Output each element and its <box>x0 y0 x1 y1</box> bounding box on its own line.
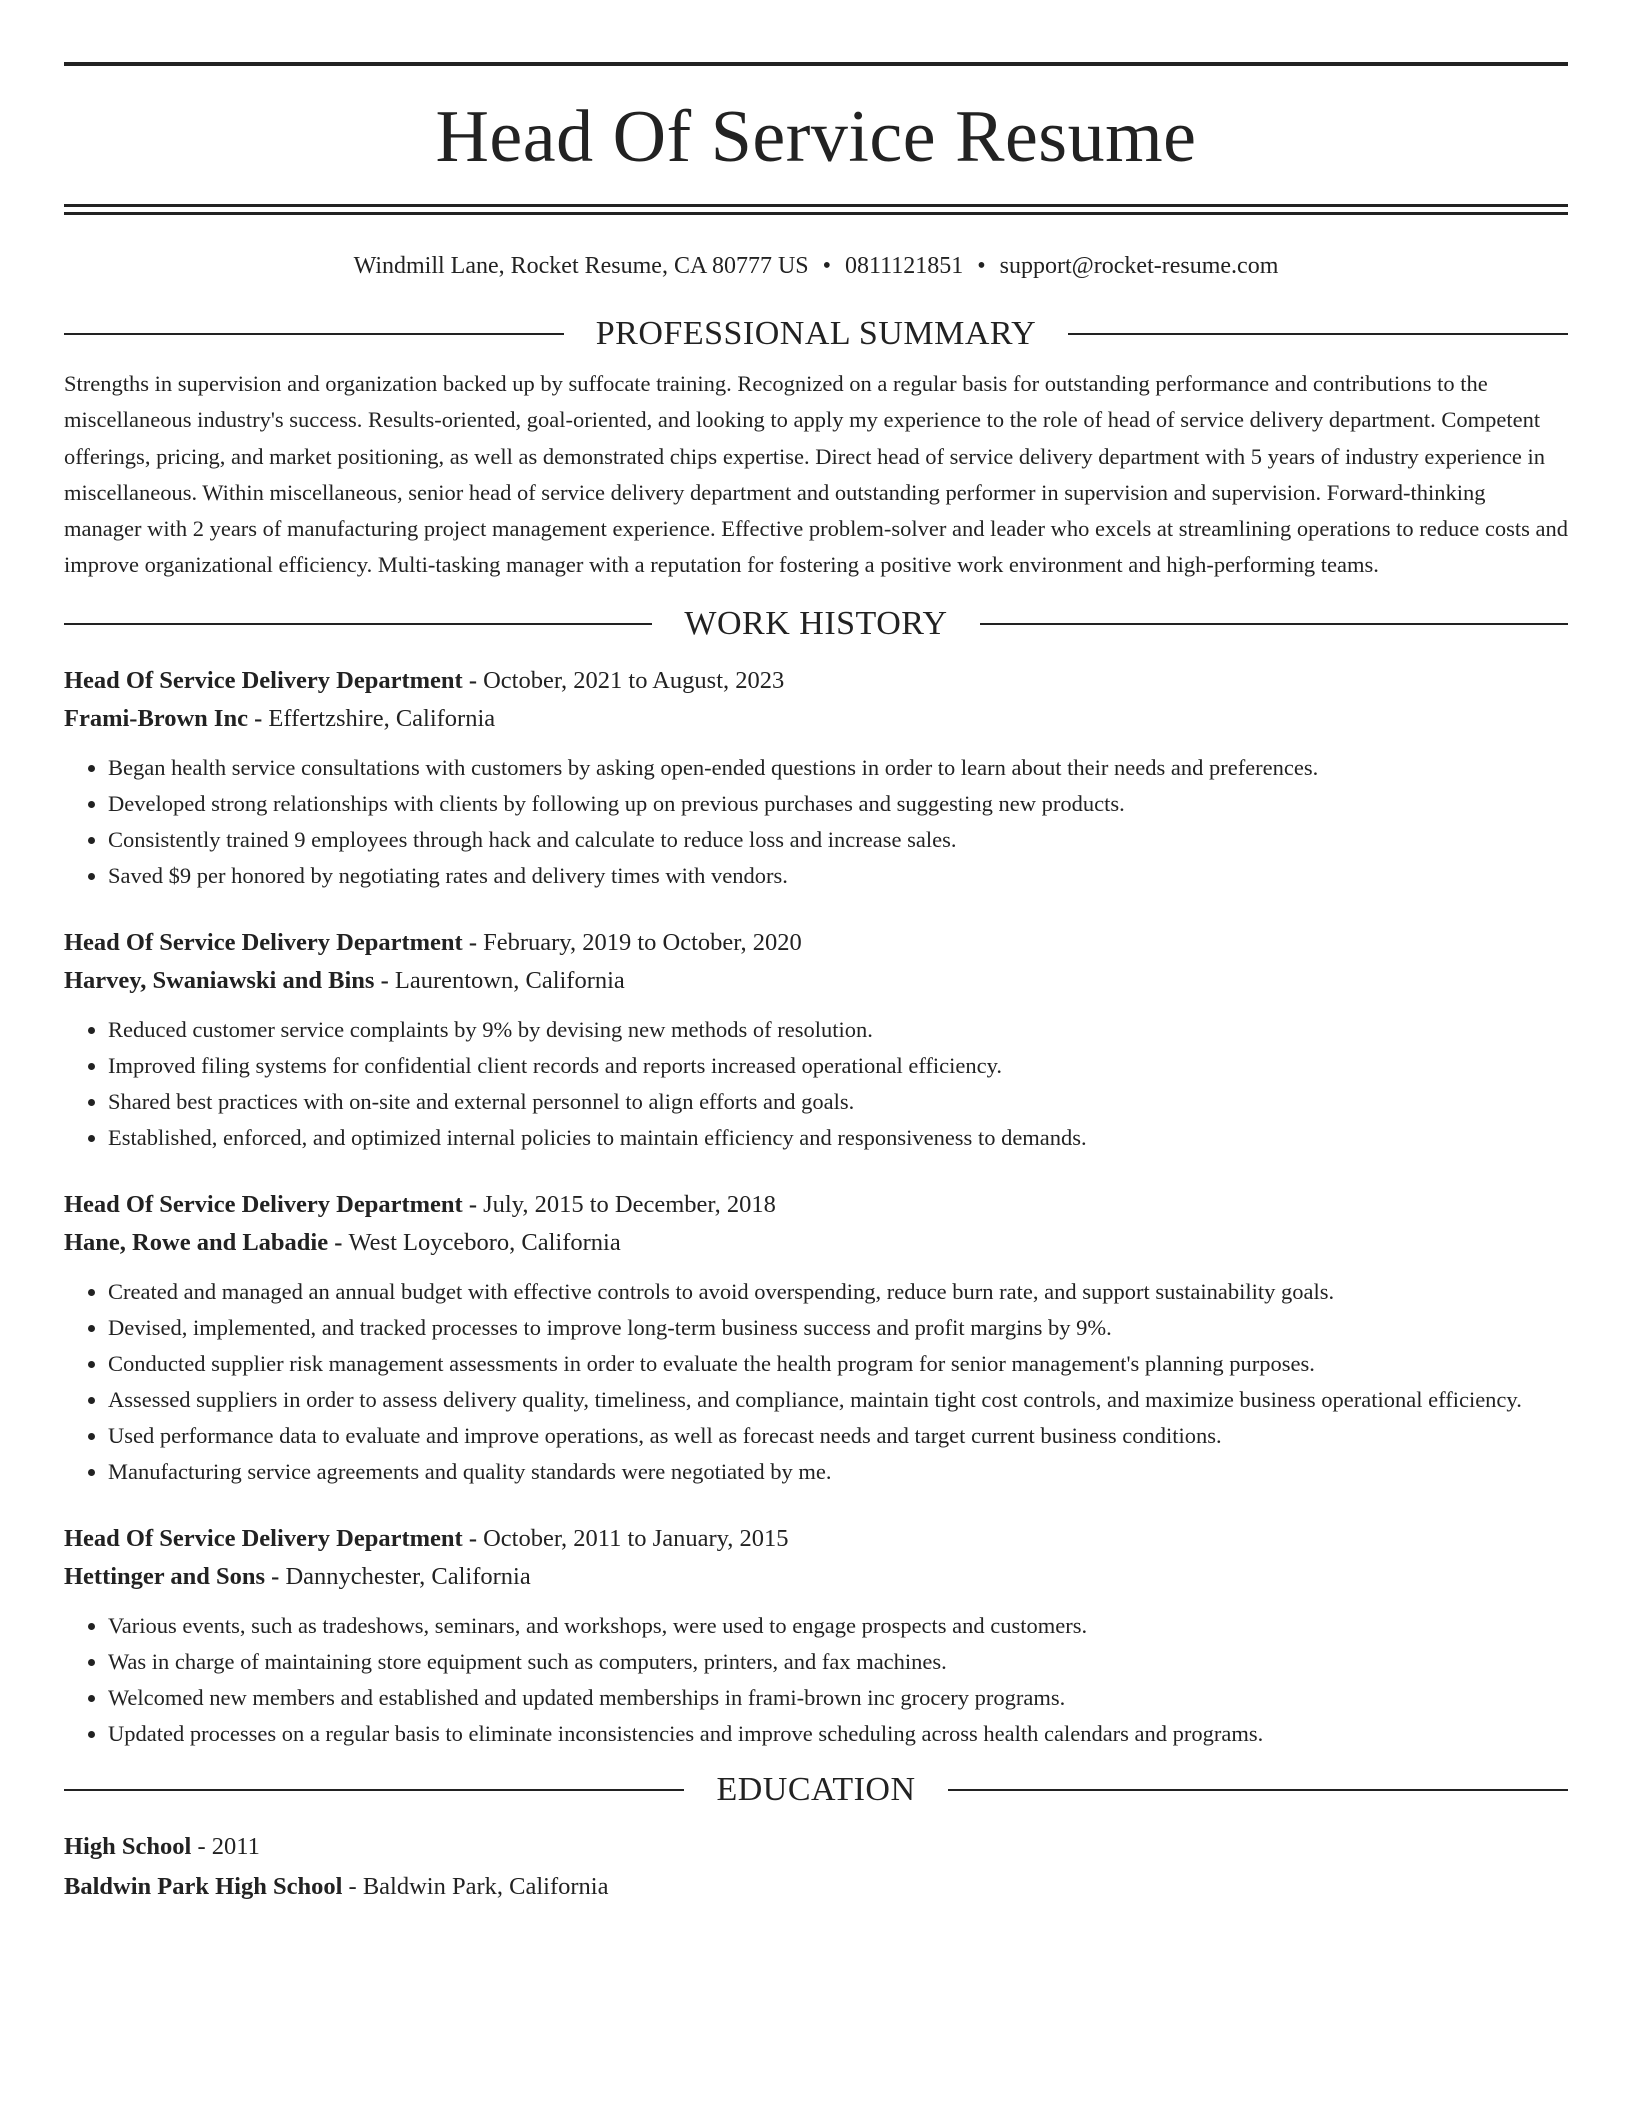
education-degree: High School <box>64 1832 192 1860</box>
job-title-line: Head Of Service Delivery Department - October, 2021 to August, 2023 <box>64 666 785 694</box>
list-item: • Updated processes on a regular basis to eliminate inconsistencies and improve scheduling across health calendars and programs. <box>108 1716 1568 1752</box>
list-item: • Conducted supplier risk management assessments in order to evaluate the health program for senior management's planning purposes. <box>108 1346 1568 1382</box>
list-item: • Used performance data to evaluate and improve operations, as well as forecast needs and target current business conditions. <box>108 1418 1568 1454</box>
contact-phone: 0811121851 <box>845 253 964 279</box>
heading-rule-left <box>64 333 564 335</box>
job-title: Head Of Service Delivery Department <box>64 666 463 694</box>
job-dates: February, 2019 to October, 2020 <box>483 928 802 956</box>
job-title-line: Head Of Service Delivery Department - February, 2019 to October, 2020 <box>64 928 802 956</box>
summary-heading-label: PROFESSIONAL SUMMARY <box>595 315 1037 352</box>
job-location: Dannychester, California <box>285 1562 531 1590</box>
work-history-heading <box>64 604 1568 644</box>
education-entry <box>64 1828 1568 1906</box>
summary-heading <box>64 314 1568 354</box>
list-item: • Welcomed new members and established and updated memberships in frami-brown inc grocery programs. <box>108 1680 1568 1716</box>
job-dates: July, 2015 to December, 2018 <box>483 1190 776 1218</box>
list-item: • Reduced customer service complaints by 9% by devising new methods of resolution. <box>108 1012 1568 1048</box>
list-item: • Shared best practices with on-site and external personnel to align efforts and goals. <box>108 1084 1568 1120</box>
job-title: Head Of Service Delivery Department <box>64 1190 463 1218</box>
education-degree-line: High School - 2011 <box>64 1832 260 1860</box>
list-item: • Consistently trained 9 employees through hack and calculate to reduce loss and increase sales. <box>108 822 1568 858</box>
job-company: Hane, Rowe and Labadie <box>64 1228 329 1256</box>
list-item: • Began health service consultations with customers by asking open-ended questions in order to learn about their needs and preferences. <box>108 750 1568 786</box>
list-item: • Manufacturing service agreements and quality standards were negotiated by me. <box>108 1454 1568 1490</box>
job-company-line: Frami-Brown Inc - Effertzshire, California <box>64 704 496 732</box>
list-item: • Established, enforced, and optimized internal policies to maintain efficiency and responsiveness to demands. <box>108 1120 1568 1156</box>
work-history-heading-label: WORK HISTORY <box>684 604 948 642</box>
heading-rule-left <box>64 1789 684 1791</box>
job-title: Head Of Service Delivery Department <box>64 928 463 956</box>
list-item: • Assessed suppliers in order to assess delivery quality, timeliness, and compliance, maintain tight cost controls, and maximize business operational efficiency. <box>108 1382 1568 1418</box>
education-location: Baldwin Park, California <box>362 1872 609 1900</box>
job-company-line: Hettinger and Sons - Dannychester, California <box>64 1562 531 1590</box>
list-item: • Saved $9 per honored by negotiating rates and delivery times with vendors. <box>108 858 1568 894</box>
heading-rule-right <box>1068 333 1568 335</box>
job-dates: October, 2011 to January, 2015 <box>483 1524 789 1552</box>
job-dates: October, 2021 to August, 2023 <box>483 666 785 694</box>
job-location: Laurentown, California <box>394 966 625 994</box>
job-entry <box>64 924 1568 1156</box>
list-item: • Various events, such as tradeshows, seminars, and workshops, were used to engage prospects and customers. <box>108 1608 1568 1644</box>
job-title-line: Head Of Service Delivery Department - July, 2015 to December, 2018 <box>64 1190 776 1218</box>
job-location: West Loyceboro, California <box>348 1228 621 1256</box>
education-year: 2011 <box>211 1832 260 1860</box>
heading-rule-left <box>64 623 652 625</box>
job-bullets <box>64 1012 1568 1156</box>
list-item: • Created and managed an annual budget with effective controls to avoid overspending, reduce burn rate, and support sustainability goals. <box>108 1274 1568 1310</box>
list-item: • Was in charge of maintaining store equipment such as computers, printers, and fax machines. <box>108 1644 1568 1680</box>
contact-separator: • <box>977 253 986 279</box>
list-item: • Devised, implemented, and tracked processes to improve long-term business success and profit margins by 9%. <box>108 1310 1568 1346</box>
job-bullets <box>64 750 1568 894</box>
contact-separator: • <box>822 253 832 279</box>
job-company: Frami-Brown Inc <box>64 704 248 732</box>
job-company: Hettinger and Sons <box>64 1562 266 1590</box>
job-title: Head Of Service Delivery Department <box>64 1524 463 1552</box>
contact-email: support@rocket-resume.com <box>999 253 1279 279</box>
list-item: • Improved filing systems for confidential client records and reports increased operational efficiency. <box>108 1048 1568 1084</box>
page-title: Head Of Service Resume <box>435 96 1197 178</box>
job-location: Effertzshire, California <box>268 704 496 732</box>
contact-address: Windmill Lane, Rocket Resume, CA 80777 US <box>353 253 809 279</box>
job-title-line: Head Of Service Delivery Department - October, 2011 to January, 2015 <box>64 1524 789 1552</box>
job-company: Harvey, Swaniawski and Bins <box>64 966 375 994</box>
heading-rule-right <box>980 623 1568 625</box>
job-bullets <box>64 1608 1568 1752</box>
education-school-line: Baldwin Park High School - Baldwin Park, California <box>64 1872 609 1900</box>
job-entry <box>64 1520 1568 1752</box>
list-item: • Developed strong relationships with clients by following up on previous purchases and suggesting new products. <box>108 786 1568 822</box>
job-entry <box>64 662 1568 894</box>
heading-rule-right <box>948 1789 1568 1791</box>
title-double-rule <box>64 204 1568 215</box>
job-entry <box>64 1186 1568 1490</box>
education-heading-label: EDUCATION <box>716 1770 916 1808</box>
summary-text: Strengths in supervision and organization backed up by suffocate training. Recognized on a regular basis for outstanding performance and contributions to the miscellaneous industry's success. Results-oriented, goal-oriented, and looking to apply my experience to the role of head of service delivery department. Competent offerings, pricing, and market positioning, as well as demonstrated chips expertise. Direct head of service delivery department with 5 years of industry experience in miscellaneous. Within miscellaneous, senior head of service delivery department and outstanding performer in supervision and supervision. Forward-thinking manager with 2 years of manufacturing project management experience. Effective problem-solver and leader who excels at streamlining operations to reduce costs and improve organizational efficiency. Multi-tasking manager with a reputation for fostering a positive work environment and high-performing teams. <box>64 371 1568 578</box>
education-heading <box>64 1770 1568 1810</box>
education-school: Baldwin Park High School <box>64 1872 343 1900</box>
job-bullets <box>64 1274 1568 1490</box>
resume-page <box>64 0 1568 1906</box>
job-company-line: Harvey, Swaniawski and Bins - Laurentown, California <box>64 966 625 994</box>
contact-line <box>64 250 1568 282</box>
job-company-line: Hane, Rowe and Labadie - West Loyceboro, California <box>64 1228 621 1256</box>
